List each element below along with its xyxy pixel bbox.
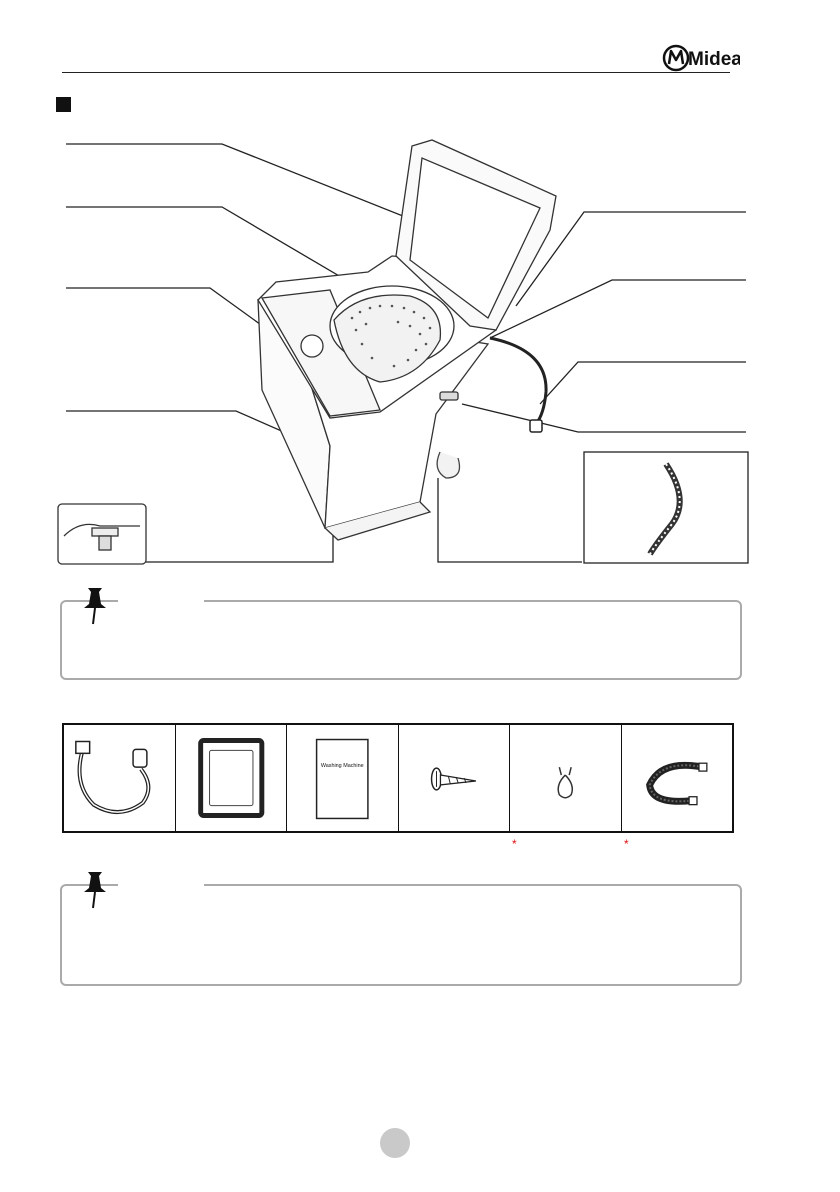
optional-accessory-mark: * [512, 837, 517, 851]
pushpin-icon [80, 870, 110, 910]
power-cord [490, 338, 546, 424]
note-box-2 [60, 884, 742, 986]
accessory-cell-cover-board [176, 725, 288, 831]
brand-name: Midea [688, 49, 740, 70]
optional-accessory-mark: * [624, 837, 629, 851]
leader-line-drain-outlet [462, 404, 746, 432]
hose-clip-icon [510, 725, 621, 831]
drain-hose-inset [584, 452, 748, 563]
accessory-cell-inlet-hose [64, 725, 176, 831]
cover-board-icon [176, 725, 287, 831]
accessory-cell-drain-hose [622, 725, 733, 831]
accessory-cell-user-manual [287, 725, 399, 831]
drain-hose-stub [437, 452, 459, 478]
inlet-hose-icon [64, 725, 175, 831]
washing-machine-diagram [0, 0, 840, 580]
accessory-cell-hose-clip [510, 725, 622, 831]
side-handle-slot [440, 392, 458, 400]
note-notch [118, 883, 204, 889]
user-manual-icon [287, 725, 398, 831]
pushpin-icon [80, 586, 110, 626]
drain-hose-icon [622, 725, 733, 831]
page-number-badge [380, 1128, 410, 1158]
leveling-foot-inset [58, 504, 146, 564]
power-plug [530, 420, 542, 432]
leader-line-leveling-foot [146, 530, 333, 562]
accessories-table [62, 723, 734, 833]
note-notch [118, 599, 204, 605]
leader-line-power-plug [540, 362, 746, 404]
manual-cover-title: Washing Machine [320, 763, 364, 770]
control-knob [301, 335, 323, 357]
accessory-cell-screw [399, 725, 511, 831]
note-box-1 [60, 600, 742, 680]
leader-line-drain-hose [438, 478, 582, 562]
washing-machine [258, 140, 556, 540]
leader-line-lid [66, 144, 418, 222]
screw-icon [399, 725, 510, 831]
